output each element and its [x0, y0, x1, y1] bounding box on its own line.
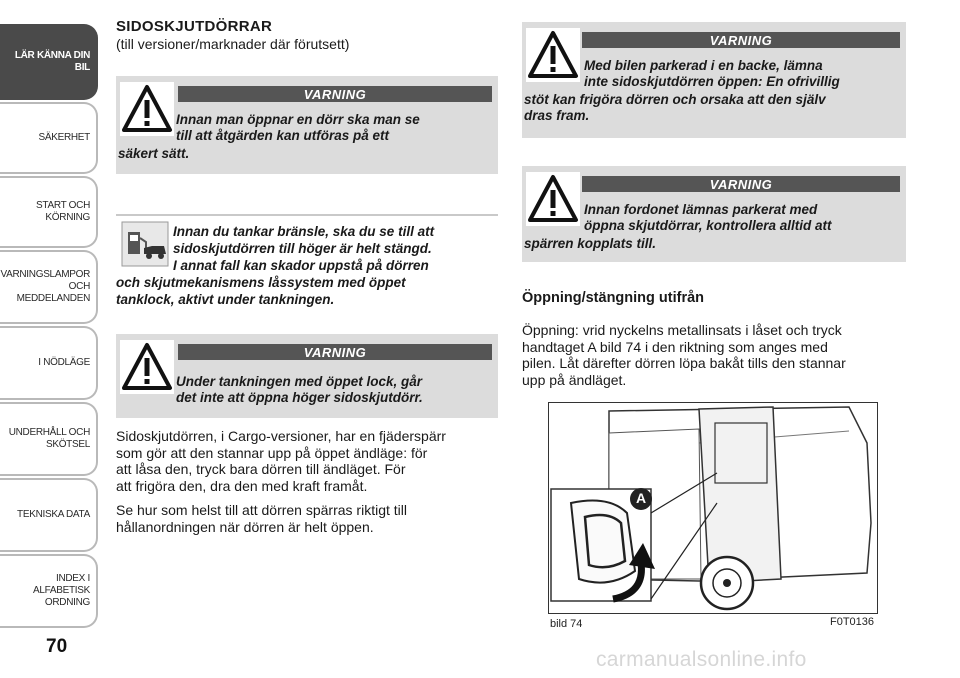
warning-text-line: det inte att öppna höger sidoskjutdörr. — [176, 390, 423, 405]
tab-lar-kanna-din-bil[interactable] — [0, 24, 98, 100]
figure-sliding-door — [548, 402, 878, 614]
text-line: Sidoskjutdörren, i Cargo-versioner, har en fjäderspärr — [116, 428, 446, 444]
page-heading: SIDOSKJUTDÖRRAR — [116, 18, 273, 35]
warning-triangle-icon — [526, 172, 580, 226]
warning-box-3 — [522, 22, 906, 138]
fuel-note-line: Innan du tankar bränsle, ska du se till att — [173, 224, 435, 239]
paragraph-2 — [116, 502, 407, 535]
text-line: att frigöra den, dra den med kraft framåt. — [116, 477, 368, 494]
tab-label: TEKNISKA DATA — [17, 509, 90, 520]
tab-label: START OCH KÖRNING — [36, 200, 90, 223]
warning-text-line: Under tankningen med öppet lock, går — [176, 374, 423, 389]
tab-label: UNDERHÅLL OCH SKÖTSEL — [8, 427, 90, 450]
tab-tekniska-data[interactable] — [0, 478, 98, 552]
text-line: upp på ändläget. — [522, 371, 627, 388]
warning-triangle-icon — [120, 340, 174, 394]
label-a: A — [635, 490, 647, 506]
warning-title-bar: VARNING — [178, 86, 492, 102]
text-line: Se hur som helst till att dörren spärras riktigt till — [116, 502, 407, 518]
text-line: Öppning: vrid nyckelns metallinsats i låset och tryck — [522, 322, 842, 338]
tab-label: I NÖDLÄGE — [38, 357, 90, 368]
tab-varningslampor[interactable] — [0, 250, 98, 324]
tab-underhall-och-skotsel[interactable] — [0, 402, 98, 476]
tab-start-och-korning[interactable] — [0, 176, 98, 248]
page-number: 70 — [46, 636, 68, 657]
warning-text-line: till att åtgärden kan utföras på ett — [176, 128, 390, 143]
paragraph-right — [522, 322, 846, 388]
warning-triangle-icon — [120, 82, 174, 136]
warning-title-bar: VARNING — [582, 176, 900, 192]
fuel-pump-car-icon — [118, 218, 172, 270]
warning-text-line: inte sidoskjutdörren öppen: En ofrivillig — [584, 74, 840, 89]
fuel-note-line: och skjutmekanismens låssystem med öppet — [116, 275, 406, 290]
warning-title-bar: VARNING — [582, 32, 900, 48]
tab-label: VARNINGSLAMPOR OCH MEDDELANDEN — [0, 269, 90, 304]
warning-text-line: dras fram. — [524, 108, 590, 123]
warning-text-line: spärren kopplats till. — [524, 236, 657, 251]
text-line: som gör att den stannar upp på öppet ändläge: för — [116, 444, 428, 461]
text-line: att låsa den, tryck bara dörren till ändläget. För — [116, 461, 406, 477]
fuel-note-line: I annat fall kan skador uppstå på dörren — [173, 258, 429, 273]
van-door-illustration — [549, 403, 877, 613]
section-title: Öppning/stängning utifrån — [522, 290, 705, 306]
tab-label: LÄR KÄNNA DIN BIL — [14, 50, 90, 73]
watermark: carmanualsonline.info — [596, 648, 807, 671]
warning-box-4 — [522, 166, 906, 262]
warning-text-line: Med bilen parkerad i en backe, lämna — [584, 58, 823, 73]
fuel-note-line: sidoskjutdörren till höger är helt stängd. — [173, 241, 432, 256]
section-heading-block — [116, 19, 506, 52]
tab-index[interactable] — [0, 554, 98, 628]
warning-text-line: stöt kan frigöra dörren och orsaka att den själv — [524, 92, 826, 107]
fuel-note-line: tanklock, aktivt under tankningen. — [116, 292, 335, 307]
divider — [116, 214, 498, 216]
warning-box-2 — [116, 334, 498, 418]
tab-label: SÄKERHET — [38, 132, 90, 143]
tab-i-nodlage[interactable] — [0, 326, 98, 400]
warning-text-line: Innan fordonet lämnas parkerat med — [584, 202, 818, 217]
tab-sakerhet[interactable] — [0, 102, 98, 174]
figure-code: F0T0136 — [830, 616, 875, 628]
text-line: hållanordningen när dörren är helt öppen. — [116, 518, 374, 535]
text-line: handtaget A bild 74 i den riktning som anges med — [522, 338, 828, 355]
warning-text-line: säkert sätt. — [118, 146, 190, 161]
warning-title-bar: VARNING — [178, 344, 492, 360]
page-subheading: (till versioner/marknader där förutsett) — [116, 36, 350, 52]
figure-caption: bild 74 — [550, 618, 583, 630]
warning-text-line: öppna skjutdörrar, kontrollera alltid att — [584, 218, 832, 233]
text-line: pilen. Låt därefter dörren löpa bakåt tills den stannar — [522, 355, 846, 371]
warning-box-1 — [116, 76, 498, 174]
tab-label: INDEX I ALFABETISK ORDNING — [32, 573, 90, 608]
paragraph-1 — [116, 428, 446, 494]
warning-triangle-icon — [526, 28, 580, 82]
warning-text-line: Innan man öppnar en dörr ska man se — [176, 112, 420, 127]
